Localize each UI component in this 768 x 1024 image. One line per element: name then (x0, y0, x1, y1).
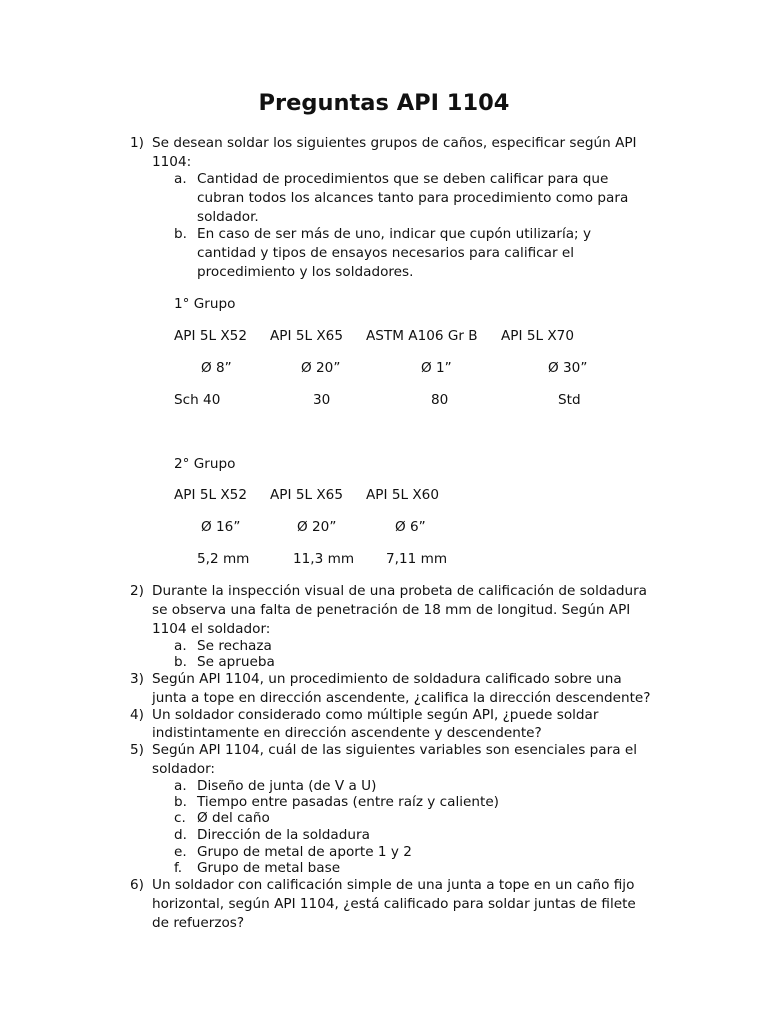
pipe-diameter: Ø 20” (301, 360, 341, 376)
pipe-schedule: Std (558, 392, 581, 408)
question-text: 1104 el soldador: (152, 621, 271, 637)
pipe-schedule: 30 (313, 392, 331, 408)
option-text: Se aprueba (197, 654, 275, 670)
pipe-spec: API 5L X70 (501, 328, 574, 344)
pipe-diameter: Ø 30” (548, 360, 588, 376)
pipe-diameter: Ø 16” (201, 519, 241, 535)
option-letter: b. (174, 794, 187, 810)
question-text: Según API 1104, un procedimiento de soldadura calificado sobre una (152, 671, 622, 687)
question-text: Se desean soldar los siguientes grupos de caños, especificar según API (152, 135, 637, 151)
option-letter: e. (174, 844, 187, 860)
option-text: Ø del caño (197, 810, 270, 826)
question-number: 6) (130, 877, 144, 893)
option-text: Dirección de la soldadura (197, 827, 370, 843)
pipe-diameter: Ø 6” (395, 519, 426, 535)
question-number: 5) (130, 742, 144, 758)
question-number: 2) (130, 583, 144, 599)
question-number: 1) (130, 135, 144, 151)
group-label: 1° Grupo (174, 296, 236, 312)
option-letter: c. (174, 810, 186, 826)
pipe-thickness: 11,3 mm (293, 551, 355, 567)
option-text: Cantidad de procedimientos que se deben calificar para que (197, 171, 609, 187)
pipe-spec: API 5L X65 (270, 487, 343, 503)
pipe-spec: API 5L X60 (366, 487, 439, 503)
pipe-schedule: Sch 40 (174, 392, 221, 408)
pipe-spec: API 5L X52 (174, 328, 247, 344)
option-letter: a. (174, 778, 187, 794)
pipe-diameter: Ø 20” (297, 519, 337, 535)
option-letter: f. (174, 860, 183, 876)
pipe-diameter: Ø 1” (421, 360, 452, 376)
option-text: cubran todos los alcances tanto para procedimiento como para (197, 190, 629, 206)
option-text: soldador. (197, 209, 259, 225)
option-text: Grupo de metal base (197, 860, 341, 876)
question-text: Un soldador considerado como múltiple según API, ¿puede soldar (152, 707, 599, 723)
question-text: se observa una falta de penetración de 18 mm de longitud. Según API (152, 602, 631, 618)
question-text: Durante la inspección visual de una probeta de calificación de soldadura (152, 583, 648, 599)
option-letter: b. (174, 226, 187, 242)
question-number: 4) (130, 707, 144, 723)
option-text: cantidad y tipos de ensayos necesarios para calificar el (197, 245, 575, 261)
question-text: de refuerzos? (152, 915, 245, 931)
option-letter: a. (174, 171, 187, 187)
option-text: En caso de ser más de uno, indicar que cupón utilizaría; y (197, 226, 591, 242)
pipe-spec: API 5L X65 (270, 328, 343, 344)
question-text: junta a tope en dirección ascendente, ¿califica la dirección descendente? (152, 690, 651, 706)
option-letter: b. (174, 654, 187, 670)
option-letter: a. (174, 638, 187, 654)
question-text: indistintamente en dirección ascendente y descendente? (152, 725, 542, 741)
option-text: Tiempo entre pasadas (entre raíz y caliente) (197, 794, 499, 810)
question-text: Según API 1104, cuál de las siguientes variables son esenciales para el (152, 742, 638, 758)
question-text: horizontal, según API 1104, ¿está calificado para soldar juntas de filete (152, 896, 636, 912)
pipe-spec: ASTM A106 Gr B (366, 328, 478, 344)
option-text: Se rechaza (197, 638, 272, 654)
pipe-schedule: 80 (431, 392, 449, 408)
question-number: 3) (130, 671, 144, 687)
pipe-thickness: 5,2 mm (197, 551, 250, 567)
question-text: 1104: (152, 154, 192, 170)
pipe-thickness: 7,11 mm (386, 551, 448, 567)
pipe-spec: API 5L X52 (174, 487, 247, 503)
page-title: Preguntas API 1104 (258, 90, 510, 116)
option-text: Grupo de metal de aporte 1 y 2 (197, 844, 412, 860)
option-text: procedimiento y los soldadores. (197, 264, 414, 280)
pipe-diameter: Ø 8” (201, 360, 232, 376)
question-text: soldador: (152, 761, 216, 777)
group-label: 2° Grupo (174, 456, 236, 472)
option-text: Diseño de junta (de V a U) (197, 778, 377, 794)
option-letter: d. (174, 827, 187, 843)
question-text: Un soldador con calificación simple de una junta a tope en un caño fijo (152, 877, 635, 893)
